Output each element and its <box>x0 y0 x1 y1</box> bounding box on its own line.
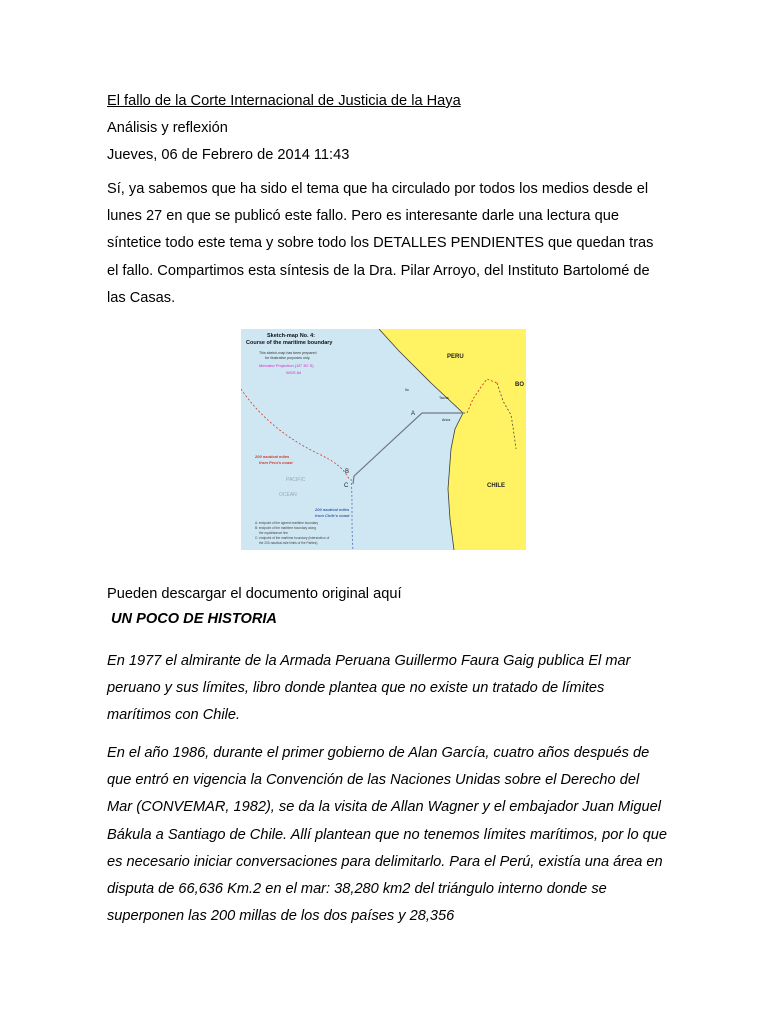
map-label-chile: CHILE <box>487 483 505 489</box>
map-legend-b-2: the equidistance line <box>259 531 289 535</box>
map-legend-c-1: C: endpoint of the maritime boundary (intersection of <box>255 536 330 540</box>
maritime-boundary-map <box>241 329 526 550</box>
article-title[interactable]: El fallo de la Corte Internacional de Justicia de la Haya <box>107 93 461 109</box>
map-label-pacific: PACIFIC <box>286 477 306 483</box>
map-legend-c-2: the 200-nautical-mile limits of the Parties) <box>259 541 318 545</box>
map-chile-200-label-1: 200 nautical miles <box>315 507 350 512</box>
map-label-peru: PERU <box>447 354 464 360</box>
map-peru-200-label-1: 200 nautical miles <box>255 454 290 459</box>
map-city-ilo: Ilo <box>405 388 409 392</box>
history-paragraph-2: En el año 1986, durante el primer gobierno de Alan García, cuatro años después de que entró en vigencia la Convención de las Naciones Unidas sobre el Derecho del Mar (CONVEMAR, 1982), se da la visita de Allan Wagner y el embajador Juan Miguel Bákula a Santiago de Chile. Allí plantean que no tenemos límites marítimos, por lo que es necesario iniciar conversaciones para delimitarlo. Para el Perú, existía una área en disputa de 66,636 Km.2 en el mar: 38,280 km2 del triángulo interno donde se superponen las 200 millas de los dos países y 28,356 <box>107 745 668 925</box>
map-note-2: for illustrative purposes only. <box>265 356 311 360</box>
map-point-c: C <box>344 483 349 489</box>
map-peru-200-label-2: from Peru's coast <box>259 460 293 465</box>
map-chile-200-label-2: from Chile's coast <box>315 513 350 518</box>
map-point-b: B <box>345 469 350 475</box>
article-date: Jueves, 06 de Febrero de 2014 11:43 <box>107 147 350 163</box>
intro-paragraph: Sí, ya sabemos que ha sido el tema que ha circulado por todos los medios desde el lunes 27 en que se publicó este fallo. Pero es interesante darle una lectura que síntetice todo este tema y sobre todo los DETALLES PENDIENTES que quedan tras el fallo. Compartimos esta síntesis de la Dra. Pilar Arroyo, del Instituto Bartolomé de las Casas. <box>107 181 654 306</box>
map-label-bolivia: BO <box>515 382 524 388</box>
article-category: Análisis y reflexión <box>107 120 228 136</box>
map-subtitle: Course of the maritime boundary <box>246 340 333 346</box>
map-projection: Mercator Projection (15° 30' S) <box>259 363 314 368</box>
map-point-a: A <box>411 411 416 417</box>
download-text: Pueden descargar el documento original aquí <box>107 586 402 602</box>
map-legend-b-1: B: endpoint of the maritime boundary along <box>255 526 316 530</box>
section-heading: UN POCO DE HISTORIA <box>111 611 277 627</box>
map-label-ocean: OCEAN <box>279 492 297 498</box>
map-city-tacna: Tacna <box>439 396 449 400</box>
history-paragraph-1: En 1977 el almirante de la Armada Peruana Guillermo Faura Gaig publica El mar peruano y sus límites, libro donde plantea que no existe un tratado de límites marítimos con Chile. <box>107 653 631 724</box>
map-title: Sketch-map No. 4: <box>267 333 315 339</box>
map-legend-a: A: endpoint of the agreed maritime boundary <box>255 521 319 525</box>
map-datum: WGS 84 <box>286 370 302 375</box>
map-note-1: This sketch-map has been prepared <box>259 351 317 355</box>
map-city-arica: Arica <box>442 418 451 422</box>
